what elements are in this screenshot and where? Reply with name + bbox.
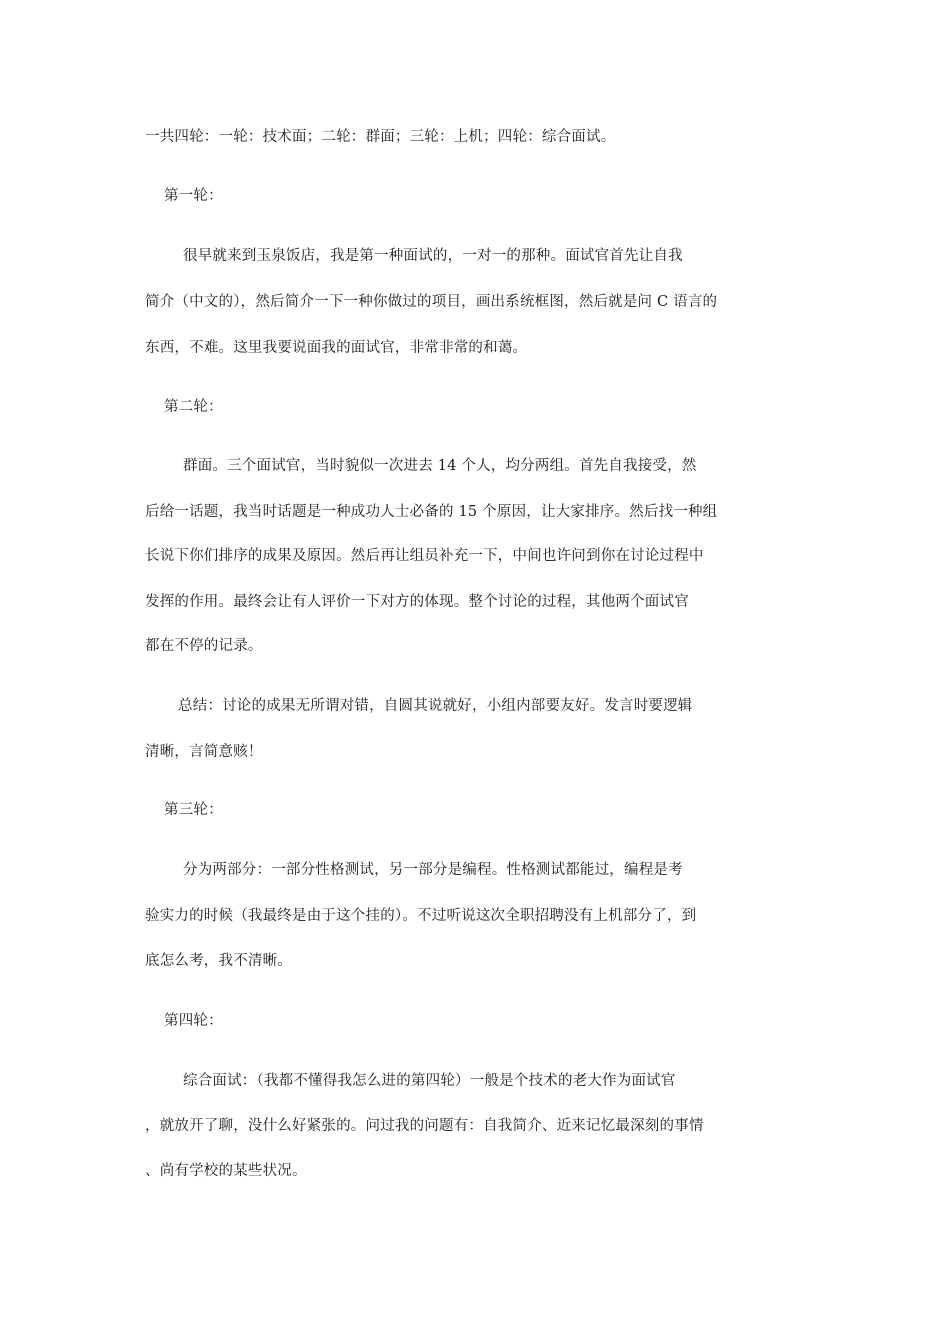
round3-line: 验实力的时候（我最终是由于这个挂的）。不过听说这次全职招聘没有上机部分了，到 [145, 908, 697, 924]
round4-heading: 第四轮： [164, 1013, 223, 1029]
round2-summary-line: 清晰，言简意赅！ [145, 744, 263, 760]
round2-heading: 第二轮： [164, 399, 223, 415]
round2-line: 都在不停的记录。 [145, 638, 263, 654]
round3-line: 分为两部分：一部分性格测试，另一部分是编程。性格测试都能过，编程是考 [183, 862, 683, 878]
round1-line: 很早就来到玉泉饭店，我是第一种面试的，一对一的那种。面试官首先让自我 [183, 248, 683, 264]
intro-line: 一共四轮：一轮：技术面；二轮：群面；三轮：上机；四轮：综合面试。 [145, 129, 616, 145]
round2-line: 群面。三个面试官，当时貌似一次进去 14 个人，均分两组。首先自我接受，然 [183, 458, 697, 474]
round4-line: 综合面试：（我都不懂得我怎么进的第四轮）一般是个技术的老大作为面试官 [183, 1073, 676, 1089]
round2-line: 发挥的作用。最终会让有人评价一下对方的体现。整个讨论的过程，其他两个面试官 [145, 594, 689, 610]
round1-heading: 第一轮： [164, 188, 223, 204]
round1-line: 东西，不难。这里我要说面我的面试官，非常非常的和蔼。 [145, 340, 528, 356]
round2-line: 长说下你们排序的成果及原因。然后再让组员补充一下，中间也许问到你在讨论过程中 [145, 548, 704, 564]
round1-line: 简介（中文的），然后简介一下一种你做过的项目，画出系统框图，然后就是问 C 语言的 [145, 294, 718, 310]
round4-line: 、尚有学校的某些状况。 [145, 1163, 307, 1179]
round2-line: 后给一话题，我当时话题是一种成功人士必备的 15 个原因，让大家排序。然后找一种组 [145, 504, 718, 520]
round3-heading: 第三轮： [164, 802, 223, 818]
round4-line: ，就放开了聊，没什么好紧张的。问过我的问题有：自我简介、近来记忆最深刻的事情 [145, 1118, 704, 1134]
round2-summary-line: 总结：讨论的成果无所谓对错，自圆其说就好，小组内部要友好。发言时要逻辑 [178, 698, 693, 714]
round3-line: 底怎么考，我不清晰。 [145, 953, 292, 969]
